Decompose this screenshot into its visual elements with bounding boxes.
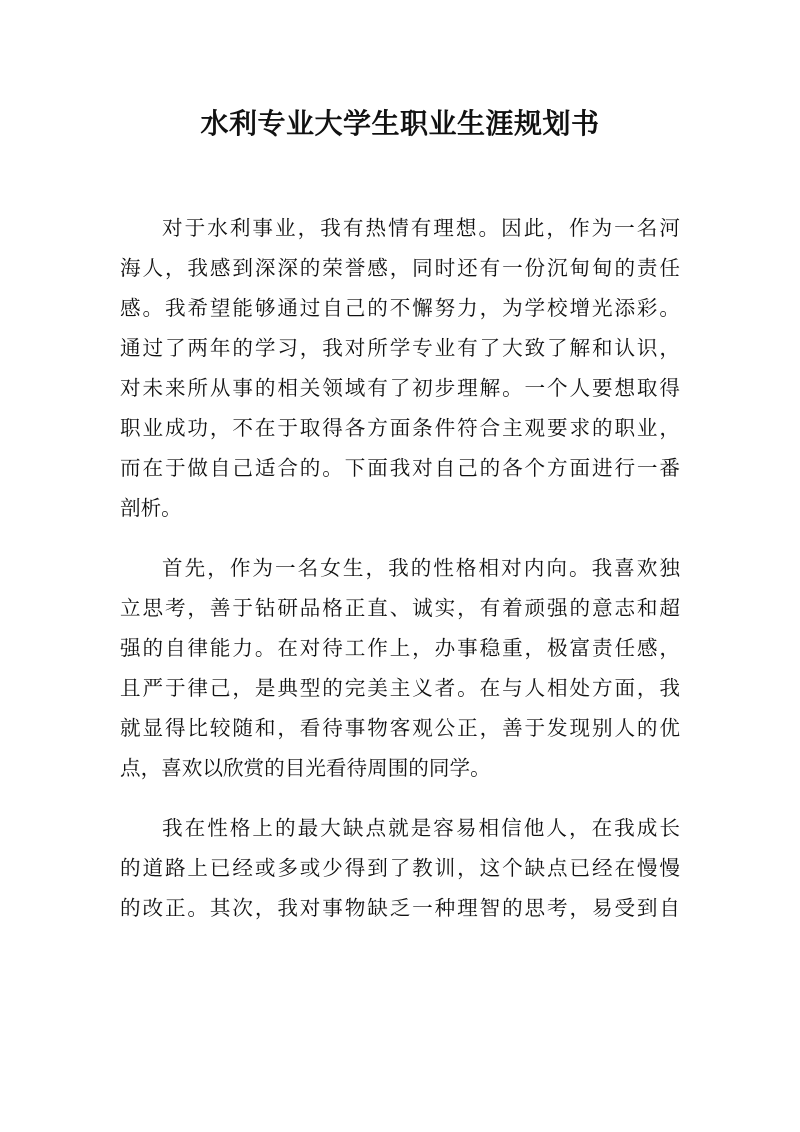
paragraph-line: 首先，作为一名女生，我的性格相对内向。我喜欢独	[162, 556, 680, 580]
paragraph-line: 就显得比较随和，看待事物客观公正，善于发现别人的优	[120, 716, 680, 740]
paragraph-line: 立思考，善于钻研品格正直、诚实，有着顽强的意志和超	[120, 596, 680, 620]
paragraph-line: 海人，我感到深深的荣誉感，同时还有一份沉甸甸的责任	[120, 256, 680, 280]
paragraph-3	[120, 808, 680, 928]
paragraph-line: 职业成功，不在于取得各方面条件符合主观要求的职业，	[120, 416, 680, 440]
document-title: 水利专业大学生职业生涯规划书	[200, 107, 600, 140]
paragraph-2	[120, 548, 680, 788]
paragraph-1	[120, 208, 680, 528]
paragraph-line: 对于水利事业，我有热情有理想。因此，作为一名河	[162, 216, 680, 240]
paragraph-line: 点，喜欢以欣赏的目光看待周围的同学。	[120, 756, 491, 780]
paragraph-line: 我在性格上的最大缺点就是容易相信他人，在我成长	[162, 816, 680, 840]
paragraph-line: 强的自律能力。在对待工作上，办事稳重，极富责任感，	[120, 636, 680, 660]
paragraph-spacer	[120, 788, 680, 808]
paragraph-line: 的改正。其次，我对事物缺乏一种理智的思考，易受到自	[120, 896, 680, 920]
paragraph-line: 对未来所从事的相关领域有了初步理解。一个人要想取得	[120, 376, 680, 400]
paragraph-line: 且严于律己，是典型的完美主义者。在与人相处方面，我	[120, 676, 680, 700]
document-body	[120, 208, 680, 928]
paragraph-line: 感。我希望能够通过自己的不懈努力，为学校增光添彩。	[120, 296, 680, 320]
paragraph-line: 而在于做自己适合的。下面我对自己的各个方面进行一番	[120, 456, 680, 480]
paragraph-spacer	[120, 528, 680, 548]
paragraph-line: 的道路上已经或多或少得到了教训，这个缺点已经在慢慢	[120, 856, 680, 880]
paragraph-line: 剖析。	[120, 496, 182, 520]
paragraph-line: 通过了两年的学习，我对所学专业有了大致了解和认识，	[120, 336, 680, 360]
